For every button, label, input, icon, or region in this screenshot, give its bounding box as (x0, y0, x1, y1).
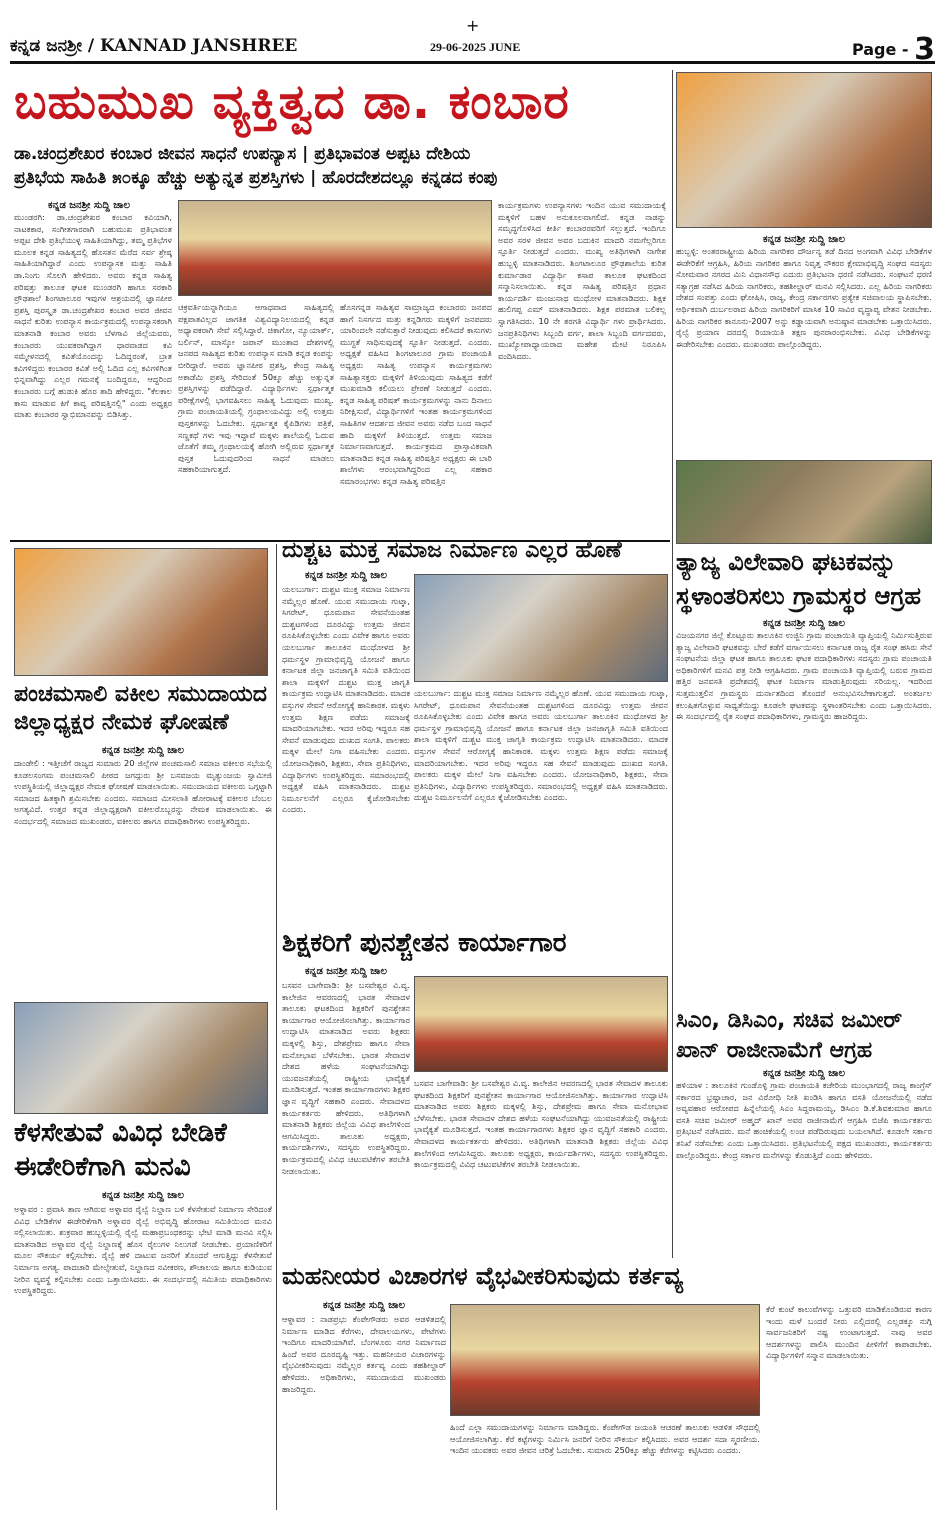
minister-headline-line-1: ಸಿಎಂ, ಡಿಸಿಎಂ, ಸಚಿವ ಜಮೀರ್ (676, 1008, 903, 1033)
teachers-headline: ಶಿಕ್ಷಕರಿಗೆ ಪುನಶ್ಚೇತನ ಕಾರ್ಯಾಗಾರ (282, 928, 567, 958)
waste-text: ವಿಜಯನಗರ ಜಿಲ್ಲೆ ಕೊಟ್ಟೂರು ತಾಲೂಕಿನ ಉಜ್ಜಿನಿ ಗ್ರಾಮ ಪಂಚಾಯಿತಿ ವ್ಯಾಪ್ತಿಯಲ್ಲಿ ನಿರ್ಮಿಸುತ್ತಿರುವ ತ್ಯಾಜ್ಯ ವಿಲೇವಾರಿ ಘಟಕವನ್ನು ಬೇರೆ ಕಡೆಗೆ ವರ್ಗಾಯಿಸಲು ಕರ್ನಾಟಕ ರಾಜ್ಯ ರೈತ ಸಂಘ ಹಸಿರು ಸೇನೆ ಸಂಘಟನೆಯ ಜಿಲ್ಲಾ ಘಟಕ ಹಾಗೂ ತಾಲೂಕು ಘಟಕ ಪದಾಧಿಕಾರಿಗಳು ಸದಸ್ಯರು ಗ್ರಾಮ ಪಂಚಾಯತಿ ಅಧಿಕಾರಿಗಳಿಗೆ ಮನವಿ ಪತ್ರ ನೀಡಿ ಆಗ್ರಹಿಸಿದರು. ಗ್ರಾಮ ಪಂಚಾಯತಿ ವ್ಯಾಪ್ತಿಯಲ್ಲಿ ಬರುವ ಗ್ರಾಮದ ಹತ್ತಿರ ಜನವಸತಿ ಪ್ರದೇಶದಲ್ಲಿ ಘಟಕ ನಿರ್ಮಾಣ ಮಾಡುತ್ತಿರುವುದು ಸರಿಯಲ್ಲ. ಇದರಿಂದ ಸುತ್ತಮುತ್ತಲಿನ ಗ್ರಾಮಸ್ಥರು ದುರ್ನಾತದಿಂದ ತೊಂದರೆ ಅನುಭವಿಸಬೇಕಾಗುತ್ತದೆ. ಅಂತರ್ಜಲ ಕಲುಷಿತಗೊಳ್ಳುವ ಸಾಧ್ಯತೆಯಿದ್ದು ಕೂಡಲೇ ಘಟಕವನ್ನು ಸ್ಥಳಾಂತರಿಸಬೇಕು ಎಂದು ಒತ್ತಾಯಿಸಿದರು. ಈ ಸಂದರ್ಭದಲ್ಲಿ ರೈತ ಸಂಘದ ಪದಾಧಿಕಾರಿಗಳು, ಗ್ರಾಮಸ್ಥರು ಹಾಜರಿದ್ದರು. (676, 630, 932, 722)
teachers-text: ಬಸವನ ಬಾಗೇವಾಡಿ: ಶ್ರೀ ಬಸವೇಶ್ವರ ವಿ.ವ್ಯ. ಕಾಲೇಜಿನ ಆವರಣದಲ್ಲಿ ಭಾರತ ಸೇವಾದಳ ತಾಲೂಕು ಘಟಕದಿಂದ ಶಿಕ್ಷಕರಿಗೆ ಪುನಶ್ಚೇತನ ಕಾರ್ಯಾಗಾರ ಆಯೋಜಿಸಲಾಗಿತ್ತು. ಕಾರ್ಯಾಗಾರ ಉದ್ಘಾಟಿಸಿ ಮಾತನಾಡಿದ ಅವರು ಶಿಕ್ಷಕರು ಮಕ್ಕಳಲ್ಲಿ ಶಿಸ್ತು, ದೇಶಪ್ರೇಮ ಹಾಗೂ ಸೇವಾ ಮನೋಭಾವ ಬೆಳೆಸಬೇಕು. ಭಾರತ ಸೇವಾದಳ ದೇಶದ ಹಳೆಯ ಸಂಘಟನೆಯಾಗಿದ್ದು ಯುವಜನತೆಯಲ್ಲಿ ರಾಷ್ಟ್ರೀಯ ಭಾವೈಕ್ಯತೆ ಮೂಡಿಸುತ್ತದೆ. ಇಂತಹ ಕಾರ್ಯಾಗಾರಗಳು ಶಿಕ್ಷಕರ ಜ್ಞಾನ ವೃದ್ಧಿಗೆ ಸಹಕಾರಿ ಎಂದರು. ಸೇವಾದಳದ ಕಾರ್ಯಕರ್ತರು ಹೇಳಿದರು. ಅತಿಥಿಗಳಾಗಿ ಮಾತನಾಡಿ ಶಿಕ್ಷಕರು ಜಿಲ್ಲೆಯ ವಿವಿಧ ಶಾಲೆಗಳಿಂದ ಆಗಮಿಸಿದ್ದರು. ತಾಲೂಕು ಅಧ್ಯಕ್ಷರು, ಕಾರ್ಯದರ್ಶಿಗಳು, ಸದಸ್ಯರು ಉಪಸ್ಥಿತರಿದ್ದರು. ಕಾರ್ಯಕ್ರಮದಲ್ಲಿ ವಿವಿಧ ಚಟುವಟಿಕೆಗಳ ತರಬೇತಿ ನೀಡಲಾಯಿತು. (282, 980, 410, 1176)
panchamasali-byline: ಕನ್ನಡ ಜನಶ್ರೀ ಸುದ್ದಿ ಜಾಲ (102, 745, 184, 756)
issue-date: 29-06-2025 JUNE (430, 40, 521, 54)
greats-text-left: ಆಳ್ನಾವರ : ನಾಡಪ್ರಭು ಕೆಂಪೇಗೌಡರು ಅವರ ಆಡಳಿತದಲ್ಲಿ ನಿರ್ಮಾಣ ಮಾಡಿದ ಕೆರೆಗಳು, ದೇವಾಲಯಗಳು, ಪೇಟೆಗಳು ಇಂದಿಗೂ ಮಾದರಿಯಾಗಿವೆ. ಬೆಂಗಳೂರು ನಗರ ನಿರ್ಮಾಣದ ಹಿಂದೆ ಅವರ ದೂರದೃಷ್ಟಿ ಇತ್ತು. ಮಹನೀಯರ ವಿಚಾರಗಳನ್ನು ವೈಭವೀಕರಿಸುವುದು ನಮ್ಮೆಲ್ಲರ ಕರ್ತವ್ಯ ಎಂದು ತಹಶೀಲ್ದಾರ್ ಹೇಳಿದರು. ಅಧಿಕಾರಿಗಳು, ಸಮುದಾಯದ ಮುಖಂಡರು ಹಾಜರಿದ್ದರು. (282, 1314, 446, 1394)
lead-photo (178, 200, 492, 296)
drugfree-text: ಯಲಬುರ್ಗಾ: ದುಶ್ಚಟ ಮುಕ್ತ ಸಮಾಜ ನಿರ್ಮಾಣ ನಮ್ಮೆಲ್ಲರ ಹೊಣೆ. ಯುವ ಸಮುದಾಯ ಗುಟ್ಕಾ, ಸಿಗರೇಟ್, ಧೂಮಪಾನ ಸೇವನೆಯಂತಹ ದುಶ್ಚಟಗಳಿಂದ ದೂರವಿದ್ದು ಉತ್ತಮ ಜೀವನ ರೂಪಿಸಿಕೊಳ್ಳಬೇಕು ಎಂದು ವಿವೇಕ ಹಾಗೂ ಅವರು ಯಲಬುರ್ಗಾ ತಾಲೂಕಿನ ಮುಧೋಳದ ಶ್ರೀ ಧರ್ಮಸ್ಥಳ ಗ್ರಾಮಾಭಿವೃದ್ಧಿ ಯೋಜನೆ ಹಾಗೂ ಕರ್ನಾಟಕ ಜಿಲ್ಲಾ ಜನಜಾಗೃತಿ ಸಮಿತಿ ವತಿಯಿಂದ ಶಾಲಾ ಮಕ್ಕಳಿಗೆ ದುಶ್ಚಟ ಮುಕ್ತ ಜಾಗೃತಿ ಕಾರ್ಯಕ್ರಮ ಉದ್ಘಾಟಿಸಿ ಮಾತನಾಡಿದರು. ಮಾದಕ ವಸ್ತುಗಳ ಸೇವನೆ ಆರೋಗ್ಯಕ್ಕೆ ಹಾನಿಕಾರಕ. ಮಕ್ಕಳು ಉತ್ತಮ ಶಿಕ್ಷಣ ಪಡೆದು ಸಮಾಜಕ್ಕೆ ಮಾದರಿಯಾಗಬೇಕು. ಇದರ ಅರಿವು ಇದ್ದರೂ ಸಹ ಸೇವನೆ ಮಾಡುವುದು ದುಃಖದ ಸಂಗತಿ. ಪಾಲಕರು ಮಕ್ಕಳ ಮೇಲೆ ನಿಗಾ ವಹಿಸಬೇಕು ಎಂದರು. ಯೋಜನಾಧಿಕಾರಿ, ಶಿಕ್ಷಕರು, ಸೇವಾ ಪ್ರತಿನಿಧಿಗಳು, ವಿದ್ಯಾರ್ಥಿಗಳು ಉಪಸ್ಥಿತರಿದ್ದರು. ಸಮಾರಂಭದಲ್ಲಿ ಅಧ್ಯಕ್ಷತೆ ವಹಿಸಿ ಮಾತನಾಡಿದರು. ದುಶ್ಚಟ ನಿರ್ಮೂಲನೆಗೆ ಎಲ್ಲರೂ ಕೈಜೋಡಿಸಬೇಕು ಎಂದರು. (282, 584, 410, 815)
registration-cross-icon: + (466, 16, 480, 35)
waste-headline-line-1: ತ್ಯಾಜ್ಯ ವಿಲೇವಾರಿ ಘಟಕವನ್ನು (676, 548, 897, 576)
panchamasali-photo (14, 548, 268, 676)
page-number: 3 (914, 32, 935, 67)
page-label: Page - (851, 40, 909, 59)
pensioners-byline: ಕನ್ನಡ ಜನಶ್ರೀ ಸುದ್ದಿ ಜಾಲ (763, 234, 845, 245)
lead-byline: ಕನ್ನಡ ಜನಶ್ರೀ ಸುದ್ದಿ ಜಾಲ (48, 200, 130, 211)
demands-text: ಅಳ್ನಾವರ : ಪ್ರವಾಸಿ ತಾಣ ಆಗಿರುವ ಅಳ್ನಾವರ ರೈಲ್ವೆ ನಿಲ್ದಾಣ ಬಳಿ ಕೆಳಸೇತುವೆ ನಿರ್ಮಾಣ ಸೇರಿದಂತೆ ವಿವಿಧ ಬೇಡಿಕೆಗಳ ಈಡೇರಿಕೆಗಾಗಿ ಅಳ್ನಾವರ ರೈಲ್ವೆ ಅಭಿವೃದ್ಧಿ ಹೋರಾಟ ಸಮಿತಿಯಿಂದ ಮನವಿ ಸಲ್ಲಿಸಲಾಯಿತು. ಶುಕ್ರವಾರ ಹುಬ್ಬಳ್ಳಿಯಲ್ಲಿ ರೈಲ್ವೆ ಮಹಾಪ್ರಬಂಧಕರನ್ನು ಭೇಟಿ ಮಾಡಿ ಮನವಿ ಸಲ್ಲಿಸಿ ಮಾತನಾಡಿದ ಅಳ್ನಾವರ ರೈಲ್ವೆ ನಿಲ್ದಾಣಕ್ಕೆ ಹೊಸ ರೈಲುಗಳ ನಿಲುಗಡೆ ನೀಡಬೇಕು. ಪ್ರಯಾಣಿಕರಿಗೆ ಮೂಲ ಸೌಕರ್ಯ ಕಲ್ಪಿಸಬೇಕು. ರೈಲ್ವೆ ಹಳಿ ದಾಟುವ ಜನರಿಗೆ ತೊಂದರೆ ಆಗುತ್ತಿದ್ದು ಕೆಳಸೇತುವೆ ನಿರ್ಮಾಣ ಅಗತ್ಯ. ಪಾದಚಾರಿ ಮೇಲ್ಸೇತುವೆ, ನಿಲ್ದಾಣದ ನವೀಕರಣ, ಶೌಚಾಲಯ ಹಾಗೂ ಕುಡಿಯುವ ನೀರಿನ ವ್ಯವಸ್ಥೆ ಕಲ್ಪಿಸಬೇಕು ಎಂದು ಒತ್ತಾಯಿಸಿದರು. ಈ ಸಂದರ್ಭದಲ್ಲಿ ಸಮಿತಿಯ ಪದಾಧಿಕಾರಿಗಳು ಉಪಸ್ಥಿತರಿದ್ದರು. (14, 1204, 272, 1296)
teachers-photo (414, 976, 668, 1072)
demands-headline-line-1: ಕೆಳಸೇತುವೆ ವಿವಿಧ ಬೇಡಿಕೆ (14, 1118, 227, 1148)
greats-byline: ಕನ್ನಡ ಜನಶ್ರೀ ಸುದ್ದಿ ಜಾಲ (323, 1300, 405, 1311)
demands-photo (14, 1002, 268, 1114)
panchamasali-text: ದಾಂಡೇಲಿ : ಇತ್ತೀಚೆಗೆ ರಾಜ್ಯದ ಸುಮಾರು 20 ಜಿಲ್ಲೆಗಳ ಪಂಚಮಸಾಲಿ ಸಮಾಜ ವಕೀಲರ ಸಭೆಯಲ್ಲಿ ಕೂಡಲಸಂಗಮ ಪಂಚಮಸಾಲಿ ಪೀಠದ ಜಗದ್ಗುರು ಶ್ರೀ ಬಸವಜಯ ಮೃತ್ಯುಂಜಯ ಸ್ವಾಮೀಜಿ ಉಪಸ್ಥಿತಿಯಲ್ಲಿ ಜಿಲ್ಲಾಧ್ಯಕ್ಷರ ನೇಮಕ ಘೋಷಣೆ ಮಾಡಲಾಯಿತು. ಸಮುದಾಯದ ವಕೀಲರು ಒಗ್ಗಟ್ಟಾಗಿ ಸಮಾಜದ ಹಿತಕ್ಕಾಗಿ ಶ್ರಮಿಸಬೇಕು ಎಂದರು. ಸಮಾಜದ ಮೀಸಲಾತಿ ಹೋರಾಟಕ್ಕೆ ವಕೀಲರ ಬೆಂಬಲ ಅಗತ್ಯವಿದೆ. ಉತ್ತರ ಕನ್ನಡ ಜಿಲ್ಲಾಧ್ಯಕ್ಷರಾಗಿ ವಕೀಲರೊಬ್ಬರನ್ನು ನೇಮಕ ಮಾಡಲಾಯಿತು. ಈ ಸಂದರ್ಭದಲ್ಲಿ ಸಮಾಜದ ಮುಖಂಡರು, ವಕೀಲರು ಹಾಗೂ ಪದಾಧಿಕಾರಿಗಳು ಉಪಸ್ಥಿತರಿದ್ದರು. (14, 758, 272, 826)
demands-byline: ಕನ್ನಡ ಜನಶ್ರೀ ಸುದ್ದಿ ಜಾಲ (102, 1190, 184, 1201)
teachers-byline: ಕನ್ನಡ ಜನಶ್ರೀ ಸುದ್ದಿ ಜಾಲ (305, 966, 387, 977)
panchamasali-headline-line-2: ಜಿಲ್ಲಾಧ್ಯಕ್ಷರ ನೇಮಕ ಘೋಷಣೆ (14, 710, 229, 735)
lead-column-3: ಹೊಸಗನ್ನಡ ಸಾಹಿತ್ಯವ ಸಾಮ್ರಾಜ್ಯದ ಕಂಬಾರರು ಜನಪದ ಹಾಗೆ ನಿಸರ್ಗದ ಮತ್ತು ಕನ್ನಡಿಗರು ಮಕ್ಕಳಿಗೆ ಜನಪದರು ಯಾರಿಂದಲೇ ನಡೆಸುತ್ತಾರೆ ನೀಡುವುದು ಕಲಿಸಿದರೆ ಕಾಸುಗಳು ಮುಗ್ಧತೆ ಸಾಧಿಸುವುದಕ್ಕೆ ಸ್ಫೂರ್ತಿ ನೀಡುತ್ತದೆ. ಎಂದರು. ಅಧ್ಯಕ್ಷತೆ ವಹಿಸಿದ ಶಿಂಗಟಾಲೂರ ಗ್ರಾಮ ಪಂಚಾಯತಿ ಅಧ್ಯಕ್ಷರು ಸಾಹಿತ್ಯ ಉಪನ್ಯಾಸ ಕಾರ್ಯಕ್ರಮಗಳು ಸಾಹಿತ್ಯಾಸಕ್ತರು ಮಕ್ಕಳಿಗೆ ತಿಳಿಯುವುದು ಸಾಹಿತ್ಯದ ಕಡೆಗೆ ಮುಖಮಾಡಿ ಕಲಿಯಲು ಪ್ರೇರಣೆ ನೀಡುತ್ತದೆ ಎಂದರು. ಕನ್ನಡ ಸಾಹಿತ್ಯ ಪರಿಷತ್ ಕಾರ್ಯಕ್ರಮಗಳನ್ನು ನಾನು ದಿನಾಲು ನಿರೀಕ್ಷಿಸುವೆ, ವಿದ್ಯಾರ್ಥಿಗಳಿಗೆ ಇಂತಹ ಕಾರ್ಯಕ್ರಮಗಳಿಂದ ಸಾಹಿತಿಗಳ ಆದರ್ಶದ ಜೀವನ ಅವರು ನಡೆದ ಬಂದ ಸಾಧನೆ ಹಾದಿ ಮಕ್ಕಳಿಗೆ ತಿಳಿಯುತ್ತದೆ. ಉತ್ತಮ ಸಮಾಜ ನಿರ್ಮಾಣವಾಗುತ್ತದೆ. ಕಾರ್ಯಕ್ರಮದ ಪ್ರಾಸ್ತಾವಿಕವಾಗಿ ಮಾತನಾಡಿದ ಕನ್ನಡ ಸಾಹಿತ್ಯ ಪರಿಷತ್ತಿನ ಅಧ್ಯಕ್ಷರು ಈ ಬಾರಿ ಶಾಲೆಗಳು ಆರಂಭವಾಗಿದ್ದರಿಂದ ಎಲ್ಲ ಸಹಕಾರ ಸಮಾರಂಭಗಳು ಕನ್ನಡ ಸಾಹಿತ್ಯ ಪರಿಷತ್ತಿನ (340, 302, 492, 486)
greats-text-right: ಕೆರೆ ಕುಂಟೆ ಕಾಲುವೆಗಳನ್ನು ಒತ್ತುವರಿ ಮಾಡಿಕೊಂಡಿರುವ ಕಾರಣ ಇಂದು ಮಳೆ ಬಂದರೆ ನೀರು ಎಲ್ಲಿದರಲ್ಲಿ ಎಲ್ಲಡಕ್ಕೂ ನುಗ್ಗಿ ಸಾರ್ವಜನಿಕರಿಗೆ ನಷ್ಟ ಉಂಟಾಗುತ್ತದೆ. ನಾವು ಅವರ ಆದರ್ಶಗಳನ್ನು ಪಾಲಿಸಿ ಮುಂದಿನ ಪೀಳಿಗೆಗೆ ಕಾಪಾಡಬೇಕು. ವಿದ್ಯಾರ್ಥಿಗಳಿಗೆ ಸನ್ಮಾನ ಮಾಡಲಾಯಿತು. (766, 1304, 932, 1361)
teachers-text-continued: ಬಸವನ ಬಾಗೇವಾಡಿ: ಶ್ರೀ ಬಸವೇಶ್ವರ ವಿ.ವ್ಯ. ಕಾಲೇಜಿನ ಆವರಣದಲ್ಲಿ ಭಾರತ ಸೇವಾದಳ ತಾಲೂಕು ಘಟಕದಿಂದ ಶಿಕ್ಷಕರಿಗೆ ಪುನಶ್ಚೇತನ ಕಾರ್ಯಾಗಾರ ಆಯೋಜಿಸಲಾಗಿತ್ತು. ಕಾರ್ಯಾಗಾರ ಉದ್ಘಾಟಿಸಿ ಮಾತನಾಡಿದ ಅವರು ಶಿಕ್ಷಕರು ಮಕ್ಕಳಲ್ಲಿ ಶಿಸ್ತು, ದೇಶಪ್ರೇಮ ಹಾಗೂ ಸೇವಾ ಮನೋಭಾವ ಬೆಳೆಸಬೇಕು. ಭಾರತ ಸೇವಾದಳ ದೇಶದ ಹಳೆಯ ಸಂಘಟನೆಯಾಗಿದ್ದು ಯುವಜನತೆಯಲ್ಲಿ ರಾಷ್ಟ್ರೀಯ ಭಾವೈಕ್ಯತೆ ಮೂಡಿಸುತ್ತದೆ. ಇಂತಹ ಕಾರ್ಯಾಗಾರಗಳು ಶಿಕ್ಷಕರ ಜ್ಞಾನ ವೃದ್ಧಿಗೆ ಸಹಕಾರಿ ಎಂದರು. ಸೇವಾದಳದ ಕಾರ್ಯಕರ್ತರು ಹೇಳಿದರು. ಅತಿಥಿಗಳಾಗಿ ಮಾತನಾಡಿ ಶಿಕ್ಷಕರು ಜಿಲ್ಲೆಯ ವಿವಿಧ ಶಾಲೆಗಳಿಂದ ಆಗಮಿಸಿದ್ದರು. ತಾಲೂಕು ಅಧ್ಯಕ್ಷರು, ಕಾರ್ಯದರ್ಶಿಗಳು, ಸದಸ್ಯರು ಉಪಸ್ಥಿತರಿದ್ದರು. ಕಾರ್ಯಕ್ರಮದಲ್ಲಿ ವಿವಿಧ ಚಟುವಟಿಕೆಗಳ ತರಬೇತಿ ನೀಡಲಾಯಿತು. (414, 1078, 668, 1170)
masthead (10, 16, 935, 67)
drugfree-photo (414, 574, 668, 682)
greats-photo (450, 1304, 760, 1416)
drugfree-text-continued: ಯಲಬುರ್ಗಾ: ದುಶ್ಚಟ ಮುಕ್ತ ಸಮಾಜ ನಿರ್ಮಾಣ ನಮ್ಮೆಲ್ಲರ ಹೊಣೆ. ಯುವ ಸಮುದಾಯ ಗುಟ್ಕಾ, ಸಿಗರೇಟ್, ಧೂಮಪಾನ ಸೇವನೆಯಂತಹ ದುಶ್ಚಟಗಳಿಂದ ದೂರವಿದ್ದು ಉತ್ತಮ ಜೀವನ ರೂಪಿಸಿಕೊಳ್ಳಬೇಕು ಎಂದು ವಿವೇಕ ಹಾಗೂ ಅವರು ಯಲಬುರ್ಗಾ ತಾಲೂಕಿನ ಮುಧೋಳದ ಶ್ರೀ ಧರ್ಮಸ್ಥಳ ಗ್ರಾಮಾಭಿವೃದ್ಧಿ ಯೋಜನೆ ಹಾಗೂ ಕರ್ನಾಟಕ ಜಿಲ್ಲಾ ಜನಜಾಗೃತಿ ಸಮಿತಿ ವತಿಯಿಂದ ಶಾಲಾ ಮಕ್ಕಳಿಗೆ ದುಶ್ಚಟ ಮುಕ್ತ ಜಾಗೃತಿ ಕಾರ್ಯಕ್ರಮ ಉದ್ಘಾಟಿಸಿ ಮಾತನಾಡಿದರು. ಮಾದಕ ವಸ್ತುಗಳ ಸೇವನೆ ಆರೋಗ್ಯಕ್ಕೆ ಹಾನಿಕಾರಕ. ಮಕ್ಕಳು ಉತ್ತಮ ಶಿಕ್ಷಣ ಪಡೆದು ಸಮಾಜಕ್ಕೆ ಮಾದರಿಯಾಗಬೇಕು. ಇದರ ಅರಿವು ಇದ್ದರೂ ಸಹ ಸೇವನೆ ಮಾಡುವುದು ದುಃಖದ ಸಂಗತಿ. ಪಾಲಕರು ಮಕ್ಕಳ ಮೇಲೆ ನಿಗಾ ವಹಿಸಬೇಕು ಎಂದರು. ಯೋಜನಾಧಿಕಾರಿ, ಶಿಕ್ಷಕರು, ಸೇವಾ ಪ್ರತಿನಿಧಿಗಳು, ವಿದ್ಯಾರ್ಥಿಗಳು ಉಪಸ್ಥಿತರಿದ್ದರು. ಸಮಾರಂಭದಲ್ಲಿ ಅಧ್ಯಕ್ಷತೆ ವಹಿಸಿ ಮಾತನಾಡಿದರು. ದುಶ್ಚಟ ನಿರ್ಮೂಲನೆಗೆ ಎಲ್ಲರೂ ಕೈಜೋಡಿಸಬೇಕು ಎಂದರು. (414, 688, 668, 803)
column-rule (276, 544, 277, 1510)
waste-headline-line-2: ಸ್ಥಳಾಂತರಿಸಲು ಗ್ರಾಮಸ್ಥರ ಆಗ್ರಹ (676, 582, 921, 610)
drugfree-byline: ಕನ್ನಡ ಜನಶ್ರೀ ಸುದ್ದಿ ಜಾಲ (305, 570, 387, 581)
pensioners-text: ಹುಬ್ಬಳ್ಳಿ: ಅಂತರರಾಷ್ಟ್ರೀಯ ಹಿರಿಯ ನಾಗರಿಕರ ದೌರ್ಜನ್ಯ ತಡೆ ದಿನದ ಅಂಗವಾಗಿ ವಿವಿಧ ಬೇಡಿಕೆಗಳ ಈಡೇರಿಕೆಗೆ ಆಗ್ರಹಿಸಿ, ಹಿರಿಯ ನಾಗರಿಕರ ಹಾಗೂ ನಿವೃತ್ತ ನೌಕರರ ಕ್ಷೇಮಾಭಿವೃದ್ಧಿ ಸಂಘದ ಸದಸ್ಯರು ಸೋಮವಾರ ನಗರದ ಮಿನಿ ವಿಧಾನಸೌಧ ಎದುರು ಪ್ರತಿಭಟನಾ ಧರಣಿ ನಡೆಸಿದರು. ಸಂಘಟನೆ ಧರಣಿ ಸತ್ಯಾಗ್ರಹ ನಡೆಸಿದ ಹಿರಿಯ ನಾಗರಿಕರು, ತಹಶೀಲ್ದಾರ್ ಮನವಿ ಸಲ್ಲಿಸಿದರು. ಎಲ್ಲ ಹಿರಿಯ ನಾಗರಿಕರು ದೇಶದ ಸಂಪತ್ತು ಎಂದು ಘೋಷಿಸಿ, ರಾಜ್ಯ, ಕೇಂದ್ರ ಸರ್ಕಾರಗಳು ಪ್ರತ್ಯೇಕ ಸಚಿವಾಲಯ ಸ್ಥಾಪಿಸಬೇಕು. ಆರ್ಥಿಕವಾಗಿ ದುರ್ಬಲರಾದ ಹಿರಿಯ ನಾಗರಿಕರಿಗೆ ಮಾಸಿಕ 10 ಸಾವಿರ ವೃದ್ಧಾಪ್ಯ ವೇತನ ನೀಡಬೇಕು. ಹಿರಿಯ ನಾಗರಿಕರ ಕಾನೂನು-2007 ಅನ್ನು ಕಡ್ಡಾಯವಾಗಿ ಅನುಷ್ಠಾನ ಮಾಡಬೇಕು ಒತ್ತಾಯಿಸಿದರು. ರೈಲ್ವೆ ಪ್ರಯಾಣ ದರದಲ್ಲಿ ರಿಯಾಯಿತಿ ತಕ್ಷಣ ಪುನರಾರಂಭಿಸಬೇಕು. ವಿವಿಧ ಬೇಡಿಕೆಗಳನ್ನು ಈಡೇರಿಸಬೇಕು ಎಂದರು. ಮುಖಂಡರು ಪಾಲ್ಗೊಂಡಿದ್ದರು. (676, 246, 932, 349)
minister-byline: ಕನ್ನಡ ಜನಶ್ರೀ ಸುದ್ದಿ ಜಾಲ (763, 1068, 845, 1079)
demands-headline-line-2: ಈಡೇರಿಕೆಗಾಗಿ ಮನವಿ (14, 1152, 191, 1182)
lead-headline: ಬಹುಮುಖ ವ್ಯಕ್ತಿತ್ವದ ಡಾ. ಕಂಬಾರ (14, 74, 570, 130)
panchamasali-headline-line-1: ಪಂಚಮಸಾಲಿ ವಕೀಲ ಸಮುದಾಯದ (14, 682, 267, 707)
minister-headline-line-2: ಖಾನ್ ರಾಜೀನಾಮೆಗೆ ಆಗ್ರಹ (676, 1038, 873, 1063)
waste-byline: ಕನ್ನಡ ಜನಶ್ರೀ ಸುದ್ದಿ ಜಾಲ (763, 618, 845, 629)
greats-headline: ಮಹನೀಯರ ವಿಚಾರಗಳ ವೈಭವೀಕರಿಸುವುದು ಕರ್ತವ್ಯ (282, 1262, 684, 1290)
page-indicator (852, 32, 935, 67)
lead-column-1: ಮುಂಡರಗಿ: ಡಾ.ಚಂದ್ರಶೇಖರ ಕಂಬಾರ ಕವಿಯಾಗಿ, ನಾಟಕಕಾರ, ಸಂಗೀತಗಾರರಾಗಿ ಬಹುಮುಖ ಪ್ರತಿಭಾವಂತ ಅಪ್ಪಟ ದೇಶಿ ಪ್ರತಿಭೆಯುಳ್ಳ ಸಾಹಿತಿಯಾಗಿದ್ದು, ತಮ್ಮ ಪ್ರತಿಭೆಗಳ ಮೂಲಕ ಕನ್ನಡ ಸಾಹಿತ್ಯದಲ್ಲಿ ಹೊಸತನ ಮೆರೆದ ಸರ್ವ ಶ್ರೇಷ್ಠ ಸಾಹಿತಿಯಾಗಿದ್ದಾರೆ ಎಂದು ಉಪನ್ಯಾಸಕ ಮತ್ತು ಸಾಹಿತಿ ಡಾ.ನಿಂಗು ಸೊಲಗಿ ಹೇಳಿದರು. ಅವರು ಕನ್ನಡ ಸಾಹಿತ್ಯ ಪರಿಷತ್ತು ತಾಲೂಕ ಘಟಕ ಮುಂಡರಗಿ ಹಾಗೂ ಸರಕಾರಿ ಪ್ರೌಢಶಾಲೆ ಶಿಂಗಟಾಲೂರ ಇವುಗಳ ಆಶ್ರಯದಲ್ಲಿ ಜ್ಞಾನಪೀಠ ಪ್ರಶಸ್ತಿ ಪುರಸ್ಕೃತ ಡಾ.ಚಂದ್ರಶೇಖರ ಕಂಬಾರ ಅವರ ಜೀವನ ಸಾಧನೆ ಕುರಿತು ಉಪನ್ಯಾಸ ಕಾರ್ಯಕ್ರಮದಲ್ಲಿ ಉಪನ್ಯಾಸಕರಾಗಿ ಮಾತನಾಡಿ ಕಂಬಾರ ಅವರು ಬೆಳಗಾವಿ ಜಿಲ್ಲೆಯವರು, ಕಂಬಾರರು ಯುವಕರಾಗಿದ್ದಾಗ ಧಾರವಾಡದ ಕವಿ ಸಮ್ಮೇಳನದಲ್ಲಿ ಕವಿತೆಯೊಂದನ್ನು ಓದಿದ್ದರಂತೆ, ಬ್ರಾತ ಕವಿಗಳಿದ್ದರು ಕಂಬಾರರ ಕವಿತೆ ಅಲ್ಲಿ ಓದಿದ ಎಲ್ಲ ಕವಿಗಳಿಗಿಂತ ಭಿನ್ನವಾಗಿದ್ದು ಎಲ್ಲರ ಗಮನಕ್ಕೆ ಬಂದಿದ್ದರೂ, ಆದ್ದರಿಂದ ಕಂಬಾರರು ಬಗ್ಗೆ ಹುಡುಕಿ ಹೊರ ತಾದಿ ಹೇಳಿದ್ದರು. "ಕೆಲಕಾಲ ಕಾಸು ಮಾಡುವ ಕಿಗೆ ಕಾವ್ಯ ಪರಿಷತ್ತಿನಲ್ಲಿ" ಎಂದು ಅಧ್ಯಕ್ಷರ ಮಾತು ಕಂಬಾರರ ಸ್ವಾಭಿಮಾನವನ್ನು ಬಿಡಿಸಿತ್ತು. (14, 212, 172, 420)
column-rule (672, 70, 673, 1258)
protest-photo (676, 72, 932, 228)
villagers-photo (676, 460, 932, 544)
lead-subhead (14, 142, 668, 190)
greats-text-mid: ಹಿಂದೆ ಎಲ್ಲಾ ಸಮುದಾಯಗಳನ್ನು ನಿರ್ಮಾಣ ಮಾಡಿದ್ದರು. ಕೆಂಪೇಗೌಡ ಜಯಂತಿ ಆಚರಣೆ ತಾಲೂಕು ಆಡಳಿತ ಸೌಧದಲ್ಲಿ ಆಯೋಜಿಸಲಾಗಿತ್ತು. ಕೆರೆ ಕಟ್ಟೆಗಳನ್ನು ನಿರ್ಮಿಸಿ ಜನರಿಗೆ ನೀರಿನ ಸೌಕರ್ಯ ಕಲ್ಪಿಸಿದರು. ಅವರ ಆದರ್ಶ ಸದಾ ಸ್ಮರಣೀಯ. ಇಂದಿನ ಯುವಕರು ಅವರ ಜೀವನ ಚರಿತ್ರೆ ಓದಬೇಕು. ಸುಮಾರು 250ಕ್ಕೂ ಹೆಚ್ಚು ಕೆರೆಗಳನ್ನು ಕಟ್ಟಿಸಿದರು ಎಂದರು. (450, 1422, 760, 1456)
minister-text: ಹಳಿಯಾಳ : ತಾಲೂಕಿನ ಗುಂಡೊಳ್ಳಿ ಗ್ರಾಮ ಪಂಚಾಯತಿ ಕಚೇರಿಯ ಮುಂಭಾಗದಲ್ಲಿ ರಾಜ್ಯ ಕಾಂಗ್ರೆಸ್ ಸರ್ಕಾರದ ಭ್ರಷ್ಟಾಚಾರ, ಜನ ವಿರೋಧಿ ನೀತಿ ಖಂಡಿಸಿ ಹಾಗೂ ವಸತಿ ಯೋಜನೆಯಲ್ಲಿ ನಡೆದ ಅವ್ಯವಹಾರ ಆರೋಪದ ಹಿನ್ನೆಲೆಯಲ್ಲಿ ಸಿಎಂ ಸಿದ್ದರಾಮಯ್ಯ, ಡಿಸಿಎಂ ಡಿ.ಕೆ.ಶಿವಕುಮಾರ ಹಾಗೂ ವಸತಿ ಸಚಿವ ಜಮೀರ್ ಅಹ್ಮದ್ ಖಾನ್ ಅವರ ರಾಜೀನಾಮೆಗೆ ಆಗ್ರಹಿಸಿ ಬಿಜೆಪಿ ಕಾರ್ಯಕರ್ತರು ಪ್ರತಿಭಟನೆ ನಡೆಸಿದರು. ಮನೆ ಹಂಚಿಕೆಯಲ್ಲಿ ಲಂಚ ಪಡೆದಿರುವುದು ಬಯಲಾಗಿದೆ. ಕೂಡಲೇ ಸರ್ಕಾರ ತನಿಖೆ ನಡೆಸಬೇಕು ಎಂದು ಒತ್ತಾಯಿಸಿದರು. ಪ್ರತಿಭಟನೆಯಲ್ಲಿ ಪಕ್ಷದ ಮುಖಂಡರು, ಕಾರ್ಯಕರ್ತರು ಪಾಲ್ಗೊಂಡಿದ್ದರು. ಕೇಂದ್ರ ಸರ್ಕಾರ ಮನೆಗಳನ್ನು ಕೊಡುತ್ತಿದೆ ಎಂದು ಹೇಳಿದರು. (676, 1080, 932, 1160)
lead-subhead-line-2: ಪ್ರತಿಭೆಯ ಸಾಹಿತಿ ೫೦ಕ್ಕೂ ಹೆಚ್ಚು ಅತ್ಯುನ್ನತ ಪ್ರಶಸ್ತಿಗಳು | ಹೊರದೇಶದಲ್ಲೂ ಕನ್ನಡದ ಕಂಪು (14, 168, 498, 188)
newspaper-name: ಕನ್ನಡ ಜನಶ್ರೀ / KANNAD JANSHREE (10, 36, 298, 56)
lead-subhead-line-1: ಡಾ.ಚಂದ್ರಶೇಖರ ಕಂಬಾರ ಜೀವನ ಸಾಧನೆ ಉಪನ್ಯಾಸ | ಪ್ರತಿಭಾವಂತ ಅಪ್ಪಟ ದೇಶಿಯ (14, 144, 471, 164)
lead-column-2: ಚಕ್ರವರ್ತಿಯನ್ನಾಗಿಯೂ ಆಗಾಧವಾದ ಸಾಹಿತ್ಯದಲ್ಲಿ ಪಕ್ಷಪಾತವಿಲ್ಲದ ಜಾಗತಿಕ ವಿಶ್ವವಿದ್ಯಾನಿಲಯದಲ್ಲಿ ಕನ್ನಡ ಅಧ್ಯಾಪಕರಾಗಿ ಸೇವೆ ಸಲ್ಲಿಸಿದ್ದಾರೆ. ಚಿಕಾಗೋ, ನ್ಯೂಯಾರ್ಕ್, ಬರ್ಲಿನ್, ಮಾಸ್ಕೋ ಜಪಾನ್ ಮುಂತಾದ ದೇಶಗಳಲ್ಲಿ ಜನಪದ ಸಾಹಿತ್ಯದ ಕುರಿತು ಉಪನ್ಯಾಸ ಮಾಡಿ ಕನ್ನಡ ಕಂಪನ್ನು ಬೀರಿದ್ದಾರೆ. ಅವರು ಜ್ಞಾನಪೀಠ ಪ್ರಶಸ್ತಿ, ಕೇಂದ್ರ ಸಾಹಿತ್ಯ ಅಕಾಡೆಮಿ ಪ್ರಶಸ್ತಿ ಸೇರಿದಂತೆ 50ಕ್ಕೂ ಹೆಚ್ಚು ಅತ್ಯುನ್ನತ ಪ್ರಶಸ್ತಿಗಳನ್ನು ಪಡೆದಿದ್ದಾರೆ. ವಿದ್ಯಾರ್ಥಿಗಳು ಸ್ಪರ್ಧಾತ್ಮಕ ಪರೀಕ್ಷೆಗಳಲ್ಲಿ ಭಾಗವಹಿಸಲು ಸಾಹಿತ್ಯ ಓದುವುದು ಮುಖ್ಯ. ಗ್ರಾಮ ಪಂಚಾಯತಿಯಲ್ಲಿ ಗ್ರಂಥಾಲಯವಿದ್ದು ಅಲ್ಲಿ ಉತ್ತಮ ಪುಸ್ತಕಗಳನ್ನು ಓದಬೇಕು. ಸ್ಪರ್ಧಾತ್ಮಕ ಕೈಪಿಡಿಗಳು ಪತ್ರಿಕೆ, ಸಣ್ಣಕಥೆ ಗಳು ಇವು ಇದ್ದಾವೆ ಮಕ್ಕಳು ಶಾಲೆಯಲ್ಲಿ ಓದುವ ಜೊತೆಗೆ ತಮ್ಮ ಗ್ರಂಥಾಲಯಕ್ಕೆ ಹೋಗಿ ಅಲ್ಲಿರುವ ಸ್ಪರ್ಧಾತ್ಮಕ ಪುಸ್ತಕ ಓದುವುದರಿಂದ ಸಾಧನೆ ಮಾಡಲು ಸಹಕಾರಿಯಾಗುತ್ತದೆ. (178, 302, 334, 475)
lead-column-4: ಕಾರ್ಯಕ್ರಮಗಳು ಉಪನ್ಯಾಸಗಳು ಇಂದಿನ ಯುವ ಸಮುದಾಯಕ್ಕೆ ಮಕ್ಕಳಿಗೆ ಬಹಳ ಅನುಕೂಲವಾಗಲಿದೆ. ಕನ್ನಡ ನಾಡನ್ನು ಸಮೃದ್ಧಗೊಳಿಸಿದ ಕೀರ್ತಿ ಕಂಬಾರರವರಿಗೆ ಸಲ್ಲುತ್ತದೆ. ಇಂದಿಗೂ ಅವರ ಸರಳ ಜೀವನ ಅವರ ಬದುಕಿನ ಮಾದರಿ ನಮಗೆಲ್ಲರಿಗೂ ಸ್ಫೂರ್ತಿ ನೀಡುತ್ತದೆ ಎಂದರು. ಮುಖ್ಯ ಅತಿಥಿಗಳಾಗಿ ನಾಗೇಶ ಹುಬ್ಬಳ್ಳಿ ಮಾತನಾಡಿದರು. ಶಿಂಗಟಾಲೂರ ಪ್ರೌಢಶಾಲೆಯ ಕುರಿತ ಕುರ್ಮಾಡಾರ ವಿದ್ಯಾರ್ಥಿ ಕಸಾಪ ತಾಲೂಕ ಘಟಕದಿಂದ ಸನ್ಮಾನಿಸಲಾಯಿತು. ಕನ್ನಡ ಸಾಹಿತ್ಯ ಪರಿಷತ್ತಿನ ಪ್ರಧಾನ ಕಾರ್ಯದರ್ಶಿ ಮಂಜುನಾಥ ಮುಧೋಳ ಮಾತನಾಡಿದರು. ಶಿಕ್ಷಕ ಹುಲಿಗಪ್ಪ ಎಮ್ ಮಾತನಾಡಿದರು. ಶಿಕ್ಷಕ ಪರಮಾತ ಬಲಿಕಲ್ಲ ಸ್ವಾಗತಿಸಿದರು. 10 ನೇ ತರಗತಿ ವಿದ್ಯಾರ್ಥಿ ಗಳು ಪ್ರಾರ್ಥಿಸಿದರು. ಜನಪ್ರತಿನಿಧಿಗಳು ಸಿಬ್ಬಂದಿ ವರ್ಗ, ಶಾಲಾ ಸಿಬ್ಬಂದಿ ವರ್ಗದವರು, ಮುಖ್ಯೋಪಾಧ್ಯಾಯರಾದ ಮಹೇಶ ಮೇಟಿ ನಿರೂಪಿಸಿ ವಂದಿಸಿದರು. (498, 200, 666, 361)
drugfree-headline: ದುಶ್ಚಟ ಮುಕ್ತ ಸಮಾಜ ನಿರ್ಮಾಣ ಎಲ್ಲರ ಹೊಣೆ (282, 538, 622, 563)
